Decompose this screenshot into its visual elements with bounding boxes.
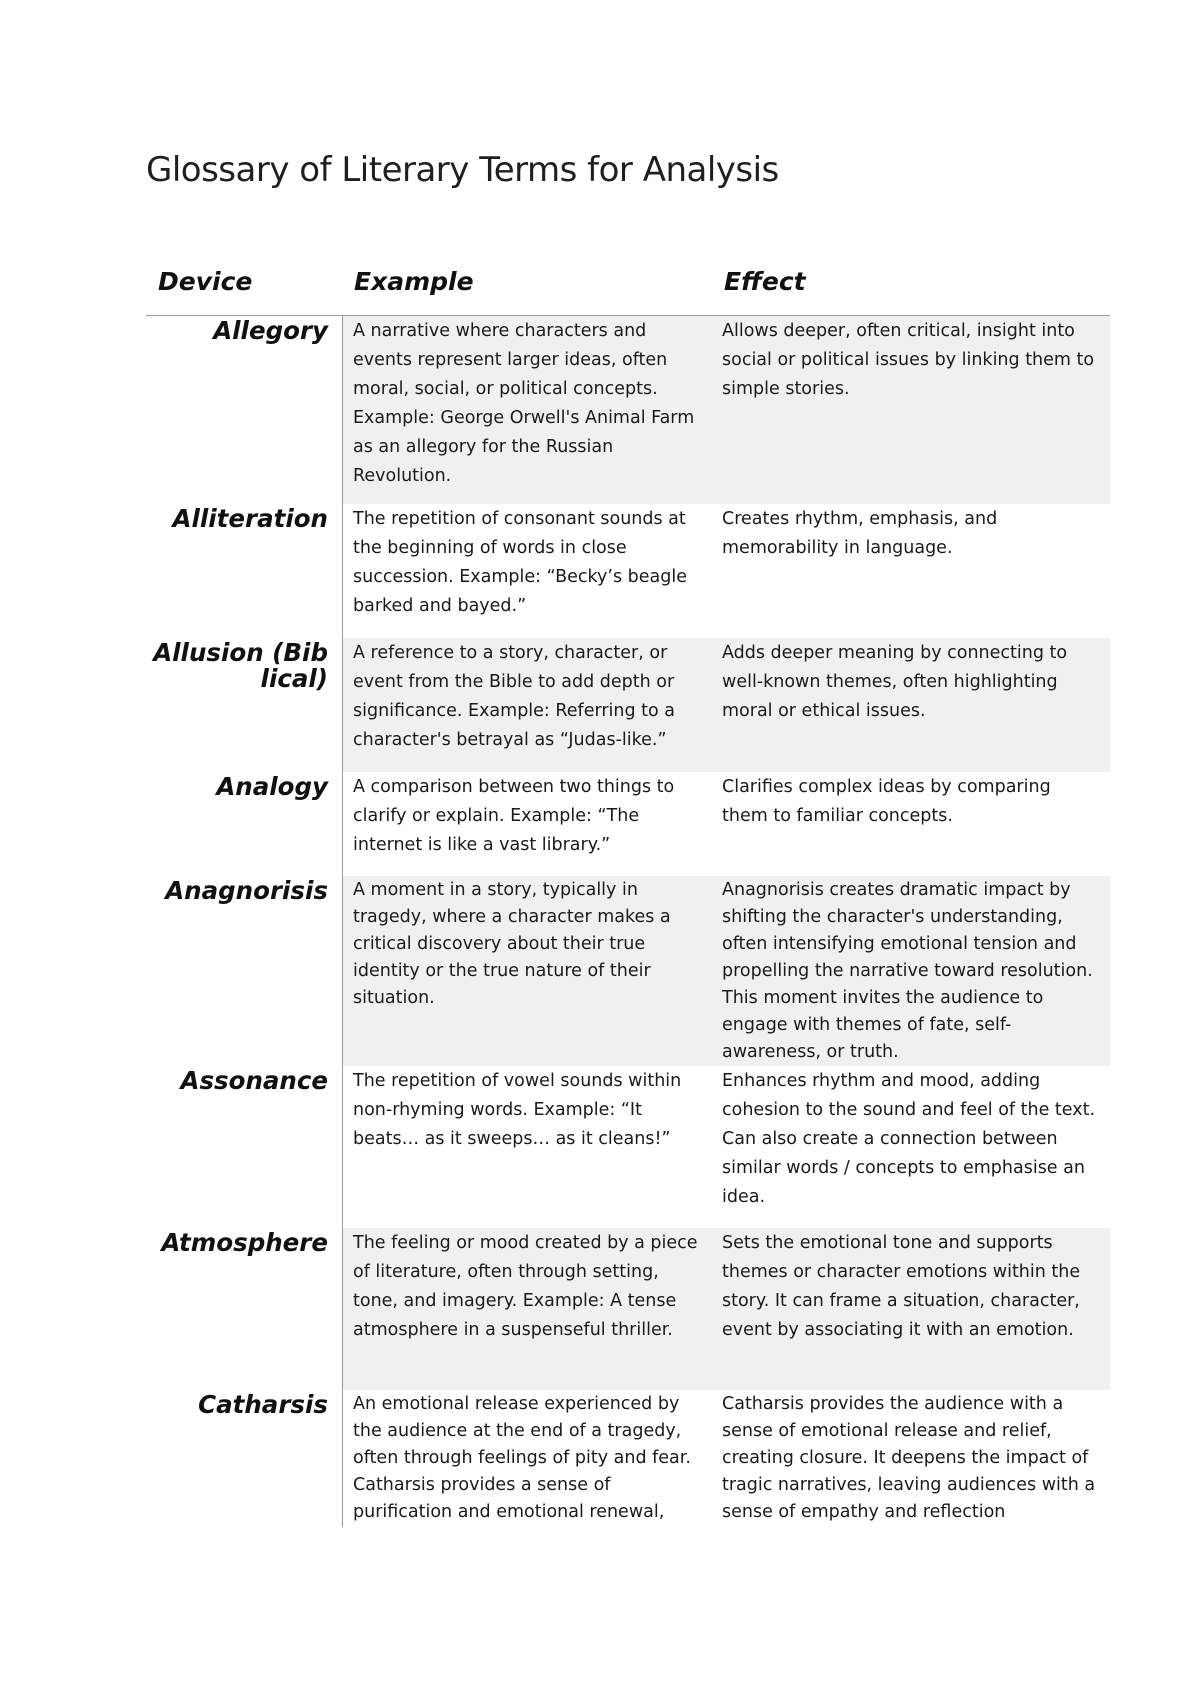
effect-cell: Anagnorisis creates dramatic impact by shifting the character's understanding, often intensifying emotional tension and propelling the narrative toward resolution. This moment invites the audience to engage with themes of fate, self-awareness, or truth. [712, 876, 1110, 1066]
table-row [146, 638, 1110, 772]
effect-cell: Sets the emotional tone and supports themes or character emotions within the story. It can frame a situation, character, event by associating it with an emotion. [712, 1228, 1110, 1390]
device-cell: Assonance [180, 1066, 328, 1095]
device-cell: Allusion (Biblical) [153, 638, 328, 693]
table-row [146, 1066, 1110, 1228]
device-cell: Allegory [213, 316, 328, 345]
example-cell: A comparison between two things to clarify or explain. Example: “The internet is like a vast library.” [342, 772, 712, 876]
device-cell: Analogy [216, 772, 328, 801]
example-cell: A reference to a story, character, or event from the Bible to add depth or significance. Example: Referring to a character's betrayal as “Judas-like.” [342, 638, 712, 772]
table-row [146, 316, 1110, 504]
effect-cell: Adds deeper meaning by connecting to well-known themes, often highlighting moral or ethical issues. [712, 638, 1110, 772]
example-cell: A narrative where characters and events represent larger ideas, often moral, social, or political concepts. Example: George Orwell's Animal Farm as an allegory for the Russian Revolution. [342, 316, 712, 504]
effect-cell: Allows deeper, often critical, insight into social or political issues by linking them to simple stories. [712, 316, 1110, 504]
example-cell: An emotional release experienced by the audience at the end of a tragedy, often through feelings of pity and fear. Catharsis provides a sense of purification and emotional renewal, [342, 1390, 712, 1527]
table-row [146, 504, 1110, 638]
effect-cell: Clarifies complex ideas by comparing them to familiar concepts. [722, 777, 1051, 826]
table-row [146, 772, 1110, 876]
device-cell: Anagnorisis [165, 876, 328, 905]
page-title: Glossary of Literary Terms for Analysis [146, 150, 779, 190]
header-effect: Effect [724, 267, 806, 296]
header-example: Example [354, 267, 474, 296]
device-cell: Catharsis [198, 1390, 328, 1419]
example-cell: The repetition of consonant sounds at the beginning of words in close succession. Example: “Becky’s beagle barked and bayed.” [342, 504, 712, 638]
table-row [146, 876, 1110, 1066]
effect-cell: Enhances rhythm and mood, adding cohesion to the sound and feel of the text. Can also create a connection between similar words / concepts to emphasise an idea. [722, 1071, 1096, 1207]
header-device: Device [158, 267, 253, 296]
example-cell: The repetition of vowel sounds within non-rhyming words. Example: “It beats… as it sweeps… as it cleans!” [342, 1066, 712, 1228]
table-header [146, 258, 1110, 316]
example-cell: A moment in a story, typically in tragedy, where a character makes a critical discovery about their true identity or the true nature of their situation. [342, 876, 712, 1066]
effect-cell: Creates rhythm, emphasis, and memorability in language. [722, 509, 998, 558]
device-cell: Alliteration [172, 504, 328, 533]
effect-cell: Catharsis provides the audience with a sense of emotional release and relief, creating closure. It deepens the impact of tragic narratives, leaving audiences with a sense of empathy and reflection [722, 1394, 1096, 1522]
glossary-table [146, 258, 1110, 1527]
table-row [146, 1390, 1110, 1527]
table-row [146, 1228, 1110, 1390]
example-cell: The feeling or mood created by a piece of literature, often through setting, tone, and imagery. Example: A tense atmosphere in a suspenseful thriller. [342, 1228, 712, 1390]
device-cell: Atmosphere [161, 1228, 328, 1257]
